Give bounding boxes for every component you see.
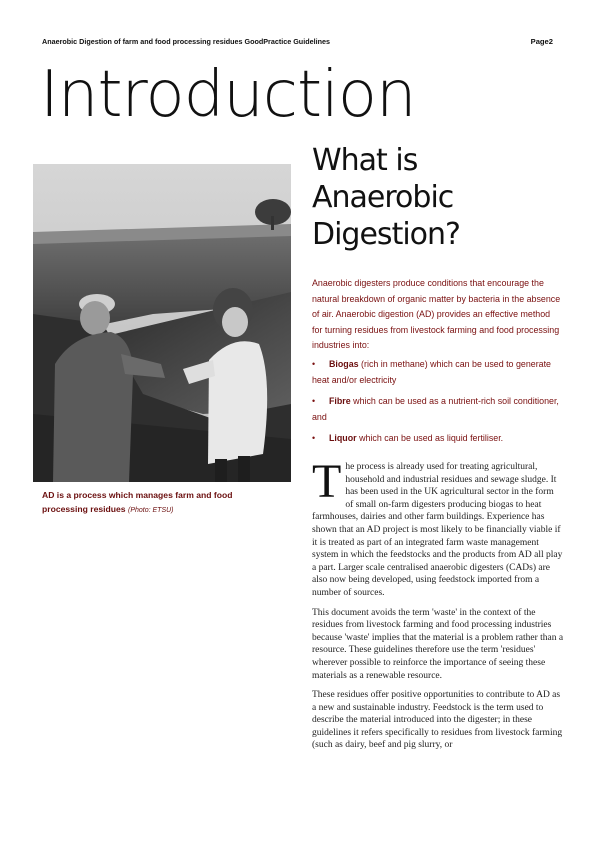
drop-cap: T [312,455,342,508]
body-paragraph [312,455,564,600]
page-title: Introduction [40,58,416,132]
bullet-icon: • [312,396,316,407]
list-item-text: which can be used as a nutrient-rich soil conditioner, and [312,396,559,422]
section-heading-line: Anaerobic [312,180,454,215]
section-heading-line: Digestion? [312,217,460,252]
list-item [312,357,562,388]
running-header-title: Anaerobic Digestion of farm and food processing residues GoodPractice Guidelines [42,37,330,46]
list-item-text: (rich in methane) which can be used to generate heat and/or electricity [312,358,551,385]
body-paragraph: These residues offer positive opportunities to contribute to AD as a new and sustainable industry. Feedstock is the term used to describe the material introduced into the digester; in these guidelines it refers specifically to residues from livestock farming (such as dairy, beef and pig slurry, or [312,690,563,751]
photo-caption [42,488,272,518]
list-item-text: which can be used as liquid fertiliser. [356,433,504,444]
section-heading-line: What is [312,143,418,178]
body-text [312,455,564,759]
intro-section [312,276,562,453]
intro-paragraph: Anaerobic digesters produce conditions that encourage the natural breakdown of organic matter by bacteria in the absence of air. Anaerobic digestion (AD) provides an effective method for turning residues from livestock farming and food processing industries into: [312,278,561,351]
list-item-term: Liquor [329,433,357,444]
bullet-icon: • [312,433,316,444]
photo-credit: (Photo: ETSU) [127,507,174,514]
list-item [312,394,562,425]
list-item-term: Biogas [329,358,359,369]
section-heading [312,142,552,253]
page-number: Page2 [530,37,553,46]
farm-photo [33,164,291,482]
body-paragraph-text: he process is already used for treating agricultural, household and industrial residues and sewage sludge. It has been used in the UK agricultural sector in the form of small on-farm digesters producing biogas to heat farmhouses, dairies and other farm buildings. Experience has shown that an AD project is most likely to be financially viable if it is treated as part of an integrated farm waste management system in which the feedstocks and the products from AD all play a part. Larger scale centralised anaerobic digesters (CADs) are also now being developed, using feedstock imported from a number of sources. [312,462,563,598]
bullet-icon: • [312,358,316,369]
list-item-term: Fibre [329,396,351,407]
product-list [312,357,562,447]
body-paragraph: This document avoids the term 'waste' in the context of the residues from livestock farming and food processing industries because 'waste' implies that the material is a problem rather than a resource. These guidelines therefore use the term 'residues' wherever possible to reinforce the importance of seeing these materials as a renewable resource. [312,607,564,681]
list-item [312,431,562,447]
photo-caption-text: AD is a process which manages farm and food processing residues [42,490,233,514]
